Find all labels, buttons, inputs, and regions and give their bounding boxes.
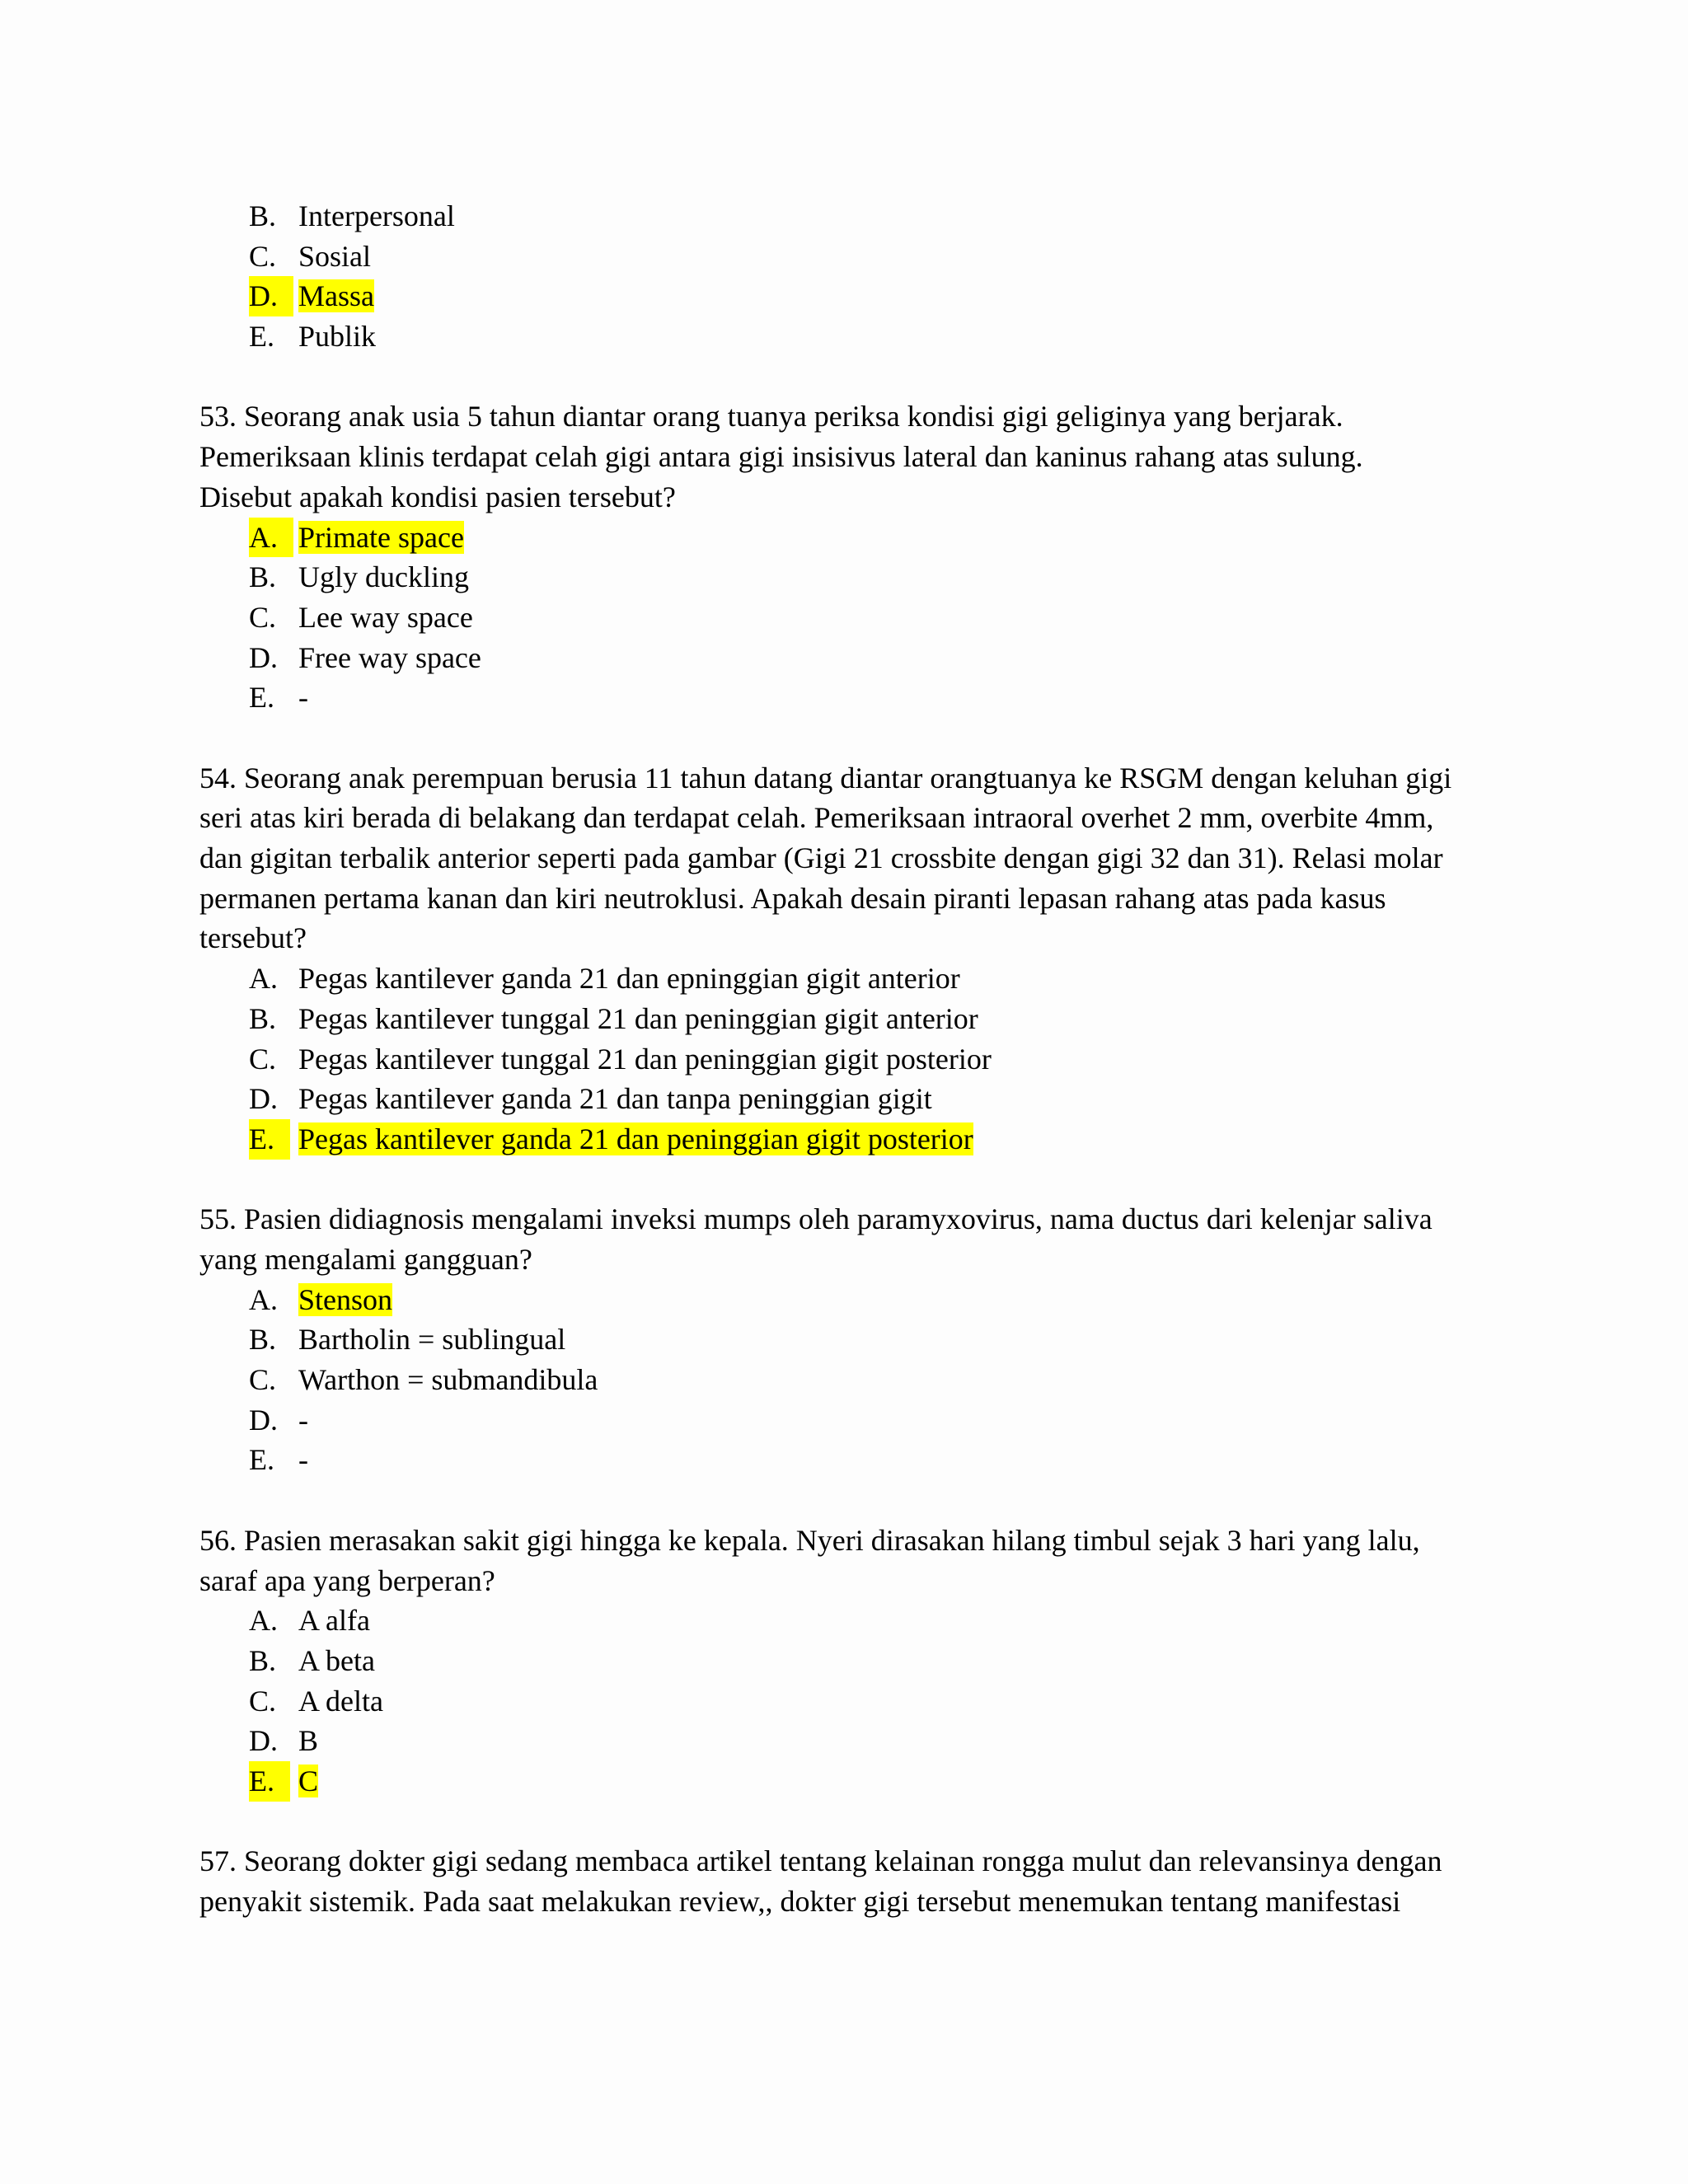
- option-d-answer: [199, 276, 1502, 316]
- option-label: E.: [249, 1443, 274, 1477]
- question-55: [199, 1199, 1502, 1480]
- option-label: D.: [249, 1403, 278, 1436]
- option-a-answer: [199, 518, 1502, 558]
- option-label: C.: [249, 239, 277, 273]
- option-label: D.: [249, 640, 278, 674]
- option-label: A.: [249, 1282, 278, 1316]
- option-text: Lee way space: [298, 600, 473, 634]
- option-text-highlighted: C: [298, 1765, 319, 1797]
- option-b: [199, 1319, 1502, 1360]
- option-label: B.: [249, 560, 277, 594]
- option-c: [199, 1360, 1502, 1400]
- stem-line: permanen pertama kanan dan kiri neutroklusi. Apakah desain piranti lepasan rahang atas pada kasus: [199, 881, 1386, 915]
- stem-line: 56. Pasien merasakan sakit gigi hingga ke kepala. Nyeri dirasakan hilang timbul sejak 3 hari yang lalu,: [199, 1523, 1420, 1557]
- option-label: E.: [249, 681, 274, 715]
- option-a-answer: [199, 1280, 1502, 1320]
- option-text: -: [298, 681, 308, 715]
- question-56: [199, 1521, 1502, 1802]
- question-stem: [199, 758, 1502, 959]
- option-text: B: [298, 1724, 319, 1758]
- option-label: E.: [249, 1765, 274, 1797]
- option-label: B.: [249, 199, 277, 232]
- option-d: [199, 1721, 1502, 1761]
- option-e-answer: [199, 1761, 1502, 1802]
- option-b: [199, 999, 1502, 1039]
- option-b: [199, 557, 1502, 598]
- options-list: [199, 958, 1502, 1159]
- option-text: Pegas kantilever tunggal 21 dan peninggian gigit posterior: [298, 1042, 992, 1076]
- stem-line: Pemeriksaan klinis terdapat celah gigi antara gigi insisivus lateral dan kaninus rahang atas sulung.: [199, 440, 1363, 474]
- option-label: E.: [249, 1122, 274, 1155]
- option-text-highlighted: Pegas kantilever ganda 21 dan peninggian gigit posterior: [298, 1122, 973, 1155]
- option-c: [199, 1681, 1502, 1722]
- continued-options-list: [199, 196, 1502, 357]
- option-c: [199, 237, 1502, 277]
- option-text-highlighted: Primate space: [298, 520, 464, 554]
- option-text: Publik: [298, 320, 377, 354]
- option-label: C.: [249, 1684, 277, 1718]
- option-label: B.: [249, 1001, 277, 1035]
- question-stem: [199, 1841, 1502, 1921]
- option-label: B.: [249, 1323, 277, 1357]
- options-list: [199, 1601, 1502, 1801]
- option-label: C.: [249, 600, 277, 634]
- page-content: [199, 196, 1502, 1922]
- option-e: [199, 1440, 1502, 1480]
- question-57: [199, 1841, 1502, 1921]
- option-text: Warthon = submandibula: [298, 1363, 598, 1397]
- options-list: [199, 518, 1502, 718]
- option-text: Pegas kantilever ganda 21 dan epninggian gigit anterior: [298, 962, 960, 996]
- option-b: [199, 1641, 1502, 1681]
- stem-line: 57. Seorang dokter gigi sedang membaca artikel tentang kelainan rongga mulut dan relevansinya dengan: [199, 1844, 1442, 1878]
- question-53: [199, 396, 1502, 718]
- option-d: [199, 1400, 1502, 1441]
- stem-line: seri atas kiri berada di belakang dan terdapat celah. Pemeriksaan intraoral overhet 2 mm, overbite 4mm,: [199, 801, 1434, 835]
- option-label: C.: [249, 1042, 277, 1076]
- stem-line: tersebut?: [199, 921, 307, 955]
- option-text: A beta: [298, 1643, 375, 1677]
- question-54: [199, 758, 1502, 1160]
- stem-line: penyakit sistemik. Pada saat melakukan review,, dokter gigi tersebut menemukan tentang manifestasi: [199, 1885, 1401, 1919]
- option-e: [199, 316, 1502, 357]
- stem-line: 53. Seorang anak usia 5 tahun diantar orang tuanya periksa kondisi gigi geliginya yang berjarak.: [199, 400, 1343, 434]
- option-label: A.: [249, 962, 278, 996]
- option-d: [199, 638, 1502, 678]
- stem-line: Disebut apakah kondisi pasien tersebut?: [199, 480, 676, 513]
- option-text: Ugly duckling: [298, 560, 469, 594]
- option-label: E.: [249, 320, 274, 354]
- option-text: A alfa: [298, 1604, 370, 1638]
- option-label: B.: [249, 1643, 277, 1677]
- option-e: [199, 677, 1502, 718]
- option-label: A.: [249, 1604, 278, 1638]
- option-text: Bartholin = sublingual: [298, 1323, 566, 1357]
- option-text: A delta: [298, 1684, 383, 1718]
- option-text: Interpersonal: [298, 199, 455, 232]
- option-text: Pegas kantilever ganda 21 dan tanpa peninggian gigit: [298, 1082, 932, 1116]
- option-text-highlighted: Stenson: [298, 1282, 393, 1316]
- option-label: D.: [249, 279, 278, 313]
- option-label: D.: [249, 1082, 278, 1116]
- option-d: [199, 1079, 1502, 1119]
- stem-line: 54. Seorang anak perempuan berusia 11 tahun datang diantar orangtuanya ke RSGM dengan keluhan gigi: [199, 761, 1452, 794]
- option-text: Free way space: [298, 640, 481, 674]
- option-label: D.: [249, 1724, 278, 1758]
- option-a: [199, 1601, 1502, 1641]
- option-text: -: [298, 1443, 308, 1477]
- stem-line: yang mengalami gangguan?: [199, 1243, 532, 1277]
- question-stem: [199, 1521, 1502, 1601]
- option-label: C.: [249, 1363, 277, 1397]
- option-text: Sosial: [298, 239, 372, 273]
- stem-line: 55. Pasien didiagnosis mengalami inveksi mumps oleh paramyxovirus, nama ductus dari kelenjar saliva: [199, 1202, 1432, 1236]
- option-a: [199, 958, 1502, 999]
- stem-line: dan gigitan terbalik anterior seperti pada gambar (Gigi 21 crossbite dengan gigi 32 dan 31). Relasi molar: [199, 841, 1443, 875]
- option-b: [199, 196, 1502, 237]
- option-e-answer: [199, 1119, 1502, 1160]
- option-text: Pegas kantilever tunggal 21 dan peninggian gigit anterior: [298, 1001, 978, 1035]
- option-c: [199, 598, 1502, 638]
- option-c: [199, 1039, 1502, 1080]
- stem-line: saraf apa yang berperan?: [199, 1563, 495, 1597]
- option-text: -: [298, 1403, 308, 1436]
- question-stem: [199, 1199, 1502, 1279]
- question-stem: [199, 396, 1502, 517]
- options-list: [199, 1280, 1502, 1480]
- option-text-highlighted: Massa: [298, 279, 374, 313]
- option-label: A.: [249, 520, 278, 554]
